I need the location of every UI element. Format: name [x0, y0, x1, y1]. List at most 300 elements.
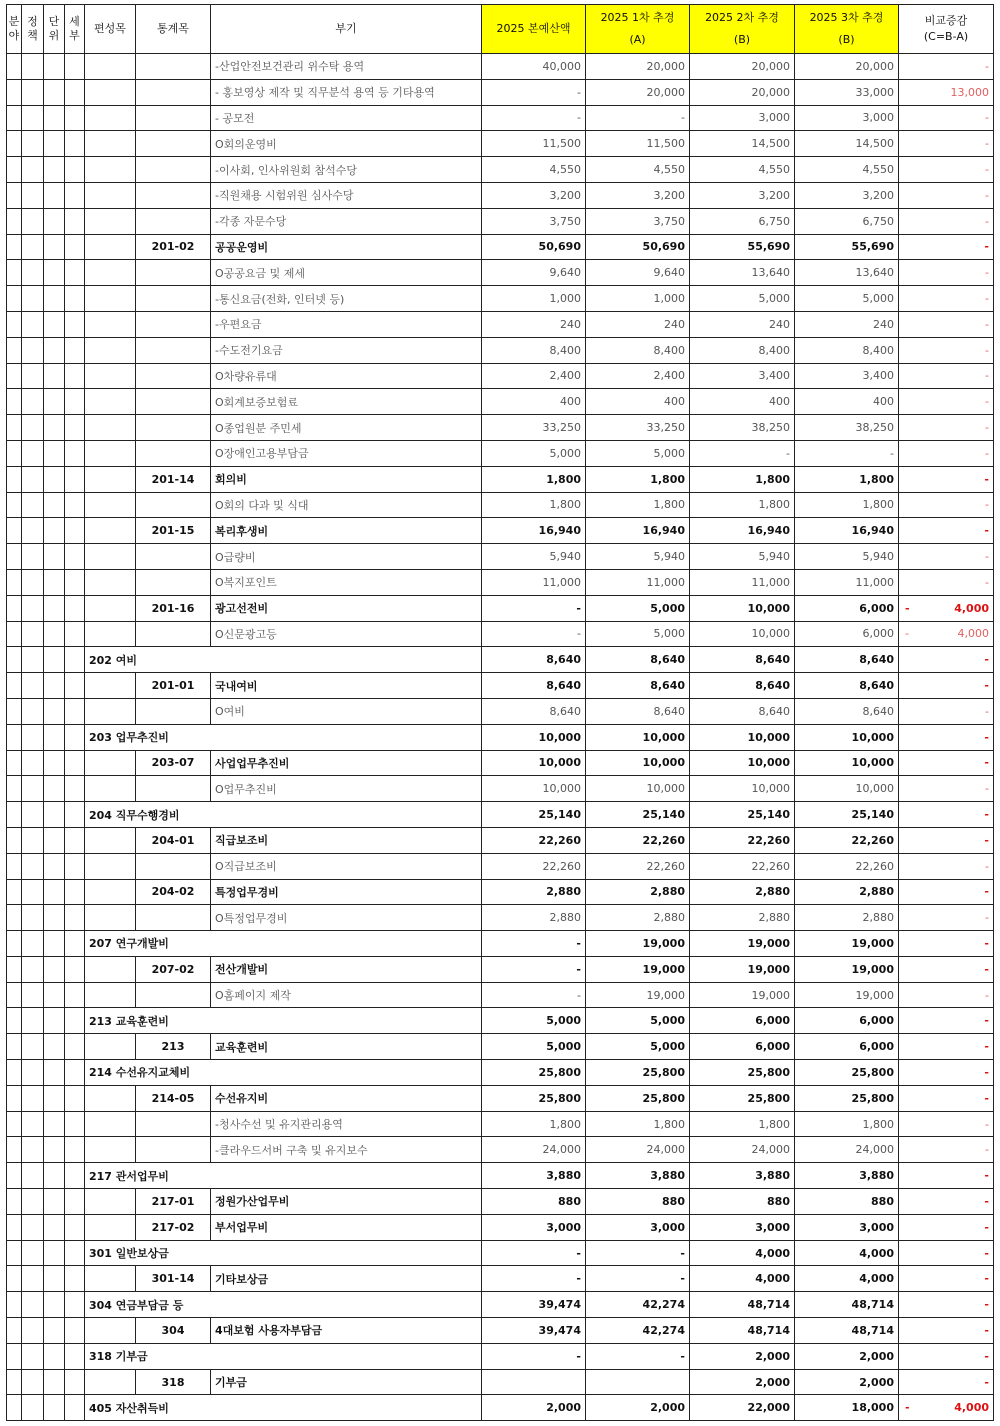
- supp-3-cell: 2,000: [795, 1343, 899, 1369]
- table-row: [7, 518, 994, 544]
- empty-cell: [22, 518, 44, 544]
- empty-cell: [44, 1137, 65, 1163]
- supp-3-cell: 19,000: [795, 931, 899, 957]
- supp-1-cell: 880: [586, 1189, 690, 1215]
- diff-value: -: [984, 756, 989, 770]
- supp-3-cell: 25,800: [795, 1060, 899, 1086]
- empty-cell: [22, 724, 44, 750]
- supp-3-cell: 400: [795, 389, 899, 415]
- empty-cell: [7, 1214, 22, 1240]
- budget-item-cell: 405 자산취득비: [85, 1395, 482, 1421]
- supp-3-cell: 8,640: [795, 698, 899, 724]
- main-budget-cell: 40,000: [482, 54, 586, 80]
- supp-3-cell: 8,640: [795, 647, 899, 673]
- diff-cell: [899, 647, 994, 673]
- empty-cell: [65, 905, 85, 931]
- supp-3-cell: 11,000: [795, 569, 899, 595]
- supp-2-cell: 4,000: [690, 1240, 795, 1266]
- diff-cell: [899, 750, 994, 776]
- supp-1-cell: 2,880: [586, 905, 690, 931]
- stat-item-cell: [136, 853, 211, 879]
- diff-cell: [899, 79, 994, 105]
- empty-cell: [44, 1240, 65, 1266]
- empty-cell: [22, 260, 44, 286]
- empty-cell: [44, 1214, 65, 1240]
- supp-2-cell: 6,750: [690, 208, 795, 234]
- empty-cell: [7, 1189, 22, 1215]
- table-row: [7, 827, 994, 853]
- header-detail: 세부: [65, 5, 85, 54]
- supp-3-cell: 1,800: [795, 492, 899, 518]
- empty-cell: [7, 157, 22, 183]
- empty-cell: [22, 440, 44, 466]
- supp-2-cell: 2,000: [690, 1369, 795, 1395]
- budget-table: [6, 4, 994, 1421]
- empty-cell: [7, 337, 22, 363]
- main-budget-cell: 400: [482, 389, 586, 415]
- supp-3-cell: 25,800: [795, 1085, 899, 1111]
- empty-cell: [7, 1060, 22, 1086]
- supp-2-cell: 5,000: [690, 286, 795, 312]
- diff-cell: [899, 1369, 994, 1395]
- empty-cell: [65, 157, 85, 183]
- supp-3-cell: 20,000: [795, 54, 899, 80]
- main-budget-cell: 10,000: [482, 724, 586, 750]
- table-row: [7, 750, 994, 776]
- empty-cell: [44, 802, 65, 828]
- supp-1-cell: 8,640: [586, 673, 690, 699]
- supp-2-cell: 240: [690, 311, 795, 337]
- supp-2-cell: 19,000: [690, 956, 795, 982]
- main-budget-cell: 11,000: [482, 569, 586, 595]
- diff-value: -: [985, 1143, 989, 1157]
- main-budget-cell: 9,640: [482, 260, 586, 286]
- diff-cell: [899, 698, 994, 724]
- diff-cell: [899, 569, 994, 595]
- table-row: [7, 1318, 994, 1344]
- supp-2-cell: 25,800: [690, 1085, 795, 1111]
- empty-cell: [7, 1008, 22, 1034]
- empty-cell: [44, 1266, 65, 1292]
- note-cell: O장애인고용부담금: [211, 440, 482, 466]
- budget-item-cell: [85, 1214, 136, 1240]
- supp-3-cell: 16,940: [795, 518, 899, 544]
- supp-2-cell: 3,000: [690, 1214, 795, 1240]
- empty-cell: [22, 827, 44, 853]
- empty-cell: [22, 1266, 44, 1292]
- diff-cell: [899, 827, 994, 853]
- main-budget-cell: 5,940: [482, 544, 586, 570]
- empty-cell: [7, 1137, 22, 1163]
- stat-item-cell: [136, 621, 211, 647]
- diff-value: -: [984, 833, 989, 847]
- empty-cell: [65, 802, 85, 828]
- stat-item-cell: 214-05: [136, 1085, 211, 1111]
- diff-cell: [899, 1008, 994, 1034]
- note-cell: O회계보증보험료: [211, 389, 482, 415]
- budget-item-cell: [85, 776, 136, 802]
- diff-value: -: [984, 1375, 989, 1389]
- diff-value: -: [985, 343, 989, 357]
- empty-cell: [44, 724, 65, 750]
- supp-3-cell: 6,750: [795, 208, 899, 234]
- budget-item-cell: [85, 1034, 136, 1060]
- supp-3-cell: 3,000: [795, 1214, 899, 1240]
- supp-3-cell: 2,880: [795, 879, 899, 905]
- empty-cell: [44, 1189, 65, 1215]
- header-stat-item: 통계목: [136, 5, 211, 54]
- budget-item-cell: [85, 621, 136, 647]
- empty-cell: [7, 131, 22, 157]
- note-cell: 특정업무경비: [211, 879, 482, 905]
- empty-cell: [44, 131, 65, 157]
- note-cell: O공공요금 및 제세: [211, 260, 482, 286]
- note-cell: O회의 다과 및 식대: [211, 492, 482, 518]
- table-row: [7, 440, 994, 466]
- diff-value: -: [984, 1220, 989, 1234]
- supp-1-cell: 2,400: [586, 363, 690, 389]
- supp-3-cell: 18,000: [795, 1395, 899, 1421]
- supp-1-cell: 3,750: [586, 208, 690, 234]
- empty-cell: [44, 79, 65, 105]
- diff-cell: [899, 1163, 994, 1189]
- diff-value: -: [985, 988, 989, 1002]
- empty-cell: [65, 311, 85, 337]
- table-row: [7, 544, 994, 570]
- empty-cell: [44, 673, 65, 699]
- empty-cell: [22, 698, 44, 724]
- note-cell: O신문광고등: [211, 621, 482, 647]
- supp-3-cell: 6,000: [795, 1008, 899, 1034]
- budget-item-cell: [85, 905, 136, 931]
- empty-cell: [44, 1163, 65, 1189]
- empty-cell: [65, 1318, 85, 1344]
- supp-2-cell: 19,000: [690, 931, 795, 957]
- empty-cell: [7, 260, 22, 286]
- empty-cell: [22, 54, 44, 80]
- supp-1-cell: -: [586, 105, 690, 131]
- empty-cell: [65, 466, 85, 492]
- empty-cell: [7, 1395, 22, 1421]
- supp-3-cell: 8,400: [795, 337, 899, 363]
- stat-item-cell: [136, 1137, 211, 1163]
- supp-2-cell: 25,800: [690, 1060, 795, 1086]
- empty-cell: [44, 1292, 65, 1318]
- budget-item-cell: [85, 311, 136, 337]
- note-cell: 국내여비: [211, 673, 482, 699]
- empty-cell: [22, 182, 44, 208]
- budget-item-cell: [85, 853, 136, 879]
- budget-item-cell: [85, 337, 136, 363]
- stat-item-cell: [136, 440, 211, 466]
- supp-2-cell: 48,714: [690, 1292, 795, 1318]
- note-cell: 직급보조비: [211, 827, 482, 853]
- budget-item-cell: 207 연구개발비: [85, 931, 482, 957]
- empty-cell: [7, 956, 22, 982]
- diff-value: -: [984, 1040, 989, 1054]
- empty-cell: [7, 544, 22, 570]
- note-cell: -청사수선 및 유지관리용역: [211, 1111, 482, 1137]
- diff-value: 4,000: [957, 627, 989, 641]
- supp-2-cell: 5,940: [690, 544, 795, 570]
- stat-item-cell: 318: [136, 1369, 211, 1395]
- supp-3-cell: 240: [795, 311, 899, 337]
- stat-item-cell: [136, 905, 211, 931]
- note-cell: - 공모전: [211, 105, 482, 131]
- supp-2-cell: 38,250: [690, 415, 795, 441]
- supp-1-cell: 25,800: [586, 1085, 690, 1111]
- table-row: [7, 569, 994, 595]
- empty-cell: [44, 1395, 65, 1421]
- supp-2-cell: 19,000: [690, 982, 795, 1008]
- stat-item-cell: [136, 208, 211, 234]
- diff-value: 4,000: [954, 1401, 989, 1415]
- stat-item-cell: [136, 698, 211, 724]
- empty-cell: [22, 595, 44, 621]
- budget-item-cell: [85, 208, 136, 234]
- empty-cell: [22, 750, 44, 776]
- supp-3-cell: 22,260: [795, 827, 899, 853]
- empty-cell: [22, 208, 44, 234]
- supp-2-cell: 10,000: [690, 724, 795, 750]
- diff-cell: [899, 1240, 994, 1266]
- diff-cell: [899, 518, 994, 544]
- empty-cell: [44, 518, 65, 544]
- supp-1-cell: 16,940: [586, 518, 690, 544]
- main-budget-cell: 3,880: [482, 1163, 586, 1189]
- stat-item-cell: [136, 337, 211, 363]
- header-supp-3-title: 2025 3차 추경: [809, 11, 884, 24]
- main-budget-cell: 240: [482, 311, 586, 337]
- header-field: 분야: [7, 5, 22, 54]
- stat-item-cell: [136, 492, 211, 518]
- empty-cell: [65, 776, 85, 802]
- diff-cell: [899, 931, 994, 957]
- diff-cell: [899, 673, 994, 699]
- diff-value: 4,000: [954, 601, 989, 615]
- diff-cell: [899, 234, 994, 260]
- empty-cell: [65, 853, 85, 879]
- table-row: [7, 105, 994, 131]
- main-budget-cell: 4,550: [482, 157, 586, 183]
- supp-2-cell: 8,640: [690, 698, 795, 724]
- empty-cell: [65, 1395, 85, 1421]
- diff-cell: [899, 1034, 994, 1060]
- diff-value: -: [985, 498, 989, 512]
- empty-cell: [65, 544, 85, 570]
- empty-cell: [7, 518, 22, 544]
- diff-cell: [899, 105, 994, 131]
- stat-item-cell: 207-02: [136, 956, 211, 982]
- empty-cell: [7, 982, 22, 1008]
- empty-cell: [65, 1369, 85, 1395]
- budget-item-cell: [85, 1189, 136, 1215]
- diff-cell: [899, 389, 994, 415]
- empty-cell: [44, 827, 65, 853]
- budget-item-cell: [85, 1318, 136, 1344]
- stat-item-cell: [136, 415, 211, 441]
- main-budget-cell: 10,000: [482, 776, 586, 802]
- diff-value: -: [984, 885, 989, 899]
- diff-cell: [899, 724, 994, 750]
- header-note: 부기: [211, 5, 482, 54]
- main-budget-cell: 50,690: [482, 234, 586, 260]
- main-budget-cell: 8,640: [482, 698, 586, 724]
- diff-value: -: [985, 163, 989, 177]
- main-budget-cell: -: [482, 982, 586, 1008]
- empty-cell: [7, 1266, 22, 1292]
- supp-3-cell: 6,000: [795, 1034, 899, 1060]
- empty-cell: [22, 286, 44, 312]
- header-diff-title: 비교증감: [924, 14, 968, 27]
- empty-cell: [44, 1369, 65, 1395]
- budget-item-cell: 204 직무수행경비: [85, 802, 482, 828]
- empty-cell: [65, 234, 85, 260]
- supp-3-cell: 5,940: [795, 544, 899, 570]
- diff-value: -: [984, 679, 989, 693]
- empty-cell: [7, 79, 22, 105]
- main-budget-cell: -: [482, 1343, 586, 1369]
- budget-item-cell: 217 관서업무비: [85, 1163, 482, 1189]
- empty-cell: [44, 208, 65, 234]
- empty-cell: [65, 1214, 85, 1240]
- empty-cell: [65, 621, 85, 647]
- main-budget-cell: 5,000: [482, 1034, 586, 1060]
- supp-1-cell: 22,260: [586, 827, 690, 853]
- main-budget-cell: 8,400: [482, 337, 586, 363]
- table-row: [7, 1240, 994, 1266]
- note-cell: -수도전기요금: [211, 337, 482, 363]
- table-row: [7, 79, 994, 105]
- stat-item-cell: [136, 157, 211, 183]
- diff-value: -: [984, 730, 989, 744]
- empty-cell: [22, 131, 44, 157]
- main-budget-cell: 33,250: [482, 415, 586, 441]
- supp-3-cell: 4,000: [795, 1266, 899, 1292]
- empty-cell: [7, 647, 22, 673]
- empty-cell: [22, 982, 44, 1008]
- supp-1-cell: 33,250: [586, 415, 690, 441]
- empty-cell: [7, 1085, 22, 1111]
- diff-cell: [899, 337, 994, 363]
- diff-cell: [899, 802, 994, 828]
- empty-cell: [65, 1034, 85, 1060]
- supp-2-cell: 20,000: [690, 79, 795, 105]
- stat-item-cell: 213: [136, 1034, 211, 1060]
- note-cell: 4대보험 사용자부담금: [211, 1318, 482, 1344]
- stat-item-cell: [136, 79, 211, 105]
- supp-1-cell: 20,000: [586, 54, 690, 80]
- empty-cell: [44, 466, 65, 492]
- main-budget-cell: 25,140: [482, 802, 586, 828]
- empty-cell: [22, 466, 44, 492]
- supp-1-cell: 10,000: [586, 776, 690, 802]
- diff-value: -: [984, 962, 989, 976]
- main-budget-cell: 39,474: [482, 1318, 586, 1344]
- supp-3-cell: 55,690: [795, 234, 899, 260]
- diff-value: -: [985, 1117, 989, 1131]
- supp-3-cell: 3,400: [795, 363, 899, 389]
- stat-item-cell: 304: [136, 1318, 211, 1344]
- supp-3-cell: 8,640: [795, 673, 899, 699]
- supp-2-cell: 22,000: [690, 1395, 795, 1421]
- supp-1-cell: 3,200: [586, 182, 690, 208]
- supp-3-cell: 33,000: [795, 79, 899, 105]
- empty-cell: [65, 492, 85, 518]
- empty-cell: [65, 1137, 85, 1163]
- supp-3-cell: 4,000: [795, 1240, 899, 1266]
- diff-cell: [899, 286, 994, 312]
- empty-cell: [65, 982, 85, 1008]
- budget-item-cell: [85, 389, 136, 415]
- supp-2-cell: 13,640: [690, 260, 795, 286]
- diff-cell: [899, 1111, 994, 1137]
- budget-item-cell: [85, 518, 136, 544]
- empty-cell: [22, 1214, 44, 1240]
- supp-3-cell: 6,000: [795, 621, 899, 647]
- note-cell: 회의비: [211, 466, 482, 492]
- table-row: [7, 1034, 994, 1060]
- supp-2-cell: 3,200: [690, 182, 795, 208]
- supp-2-cell: 25,140: [690, 802, 795, 828]
- budget-item-cell: [85, 1369, 136, 1395]
- stat-item-cell: [136, 182, 211, 208]
- budget-item-cell: [85, 750, 136, 776]
- diff-cell: [899, 54, 994, 80]
- diff-value: -: [984, 1065, 989, 1079]
- table-row: [7, 182, 994, 208]
- empty-cell: [44, 1318, 65, 1344]
- table-row: [7, 1189, 994, 1215]
- empty-cell: [65, 595, 85, 621]
- supp-1-cell: 11,500: [586, 131, 690, 157]
- stat-item-cell: [136, 131, 211, 157]
- budget-item-cell: 214 수선유지교체비: [85, 1060, 482, 1086]
- budget-item-cell: [85, 234, 136, 260]
- note-cell: 교육훈련비: [211, 1034, 482, 1060]
- header-supp-1-title: 2025 1차 추경: [600, 11, 675, 24]
- stat-item-cell: 201-15: [136, 518, 211, 544]
- empty-cell: [65, 879, 85, 905]
- diff-value: -: [984, 653, 989, 667]
- empty-cell: [65, 440, 85, 466]
- diff-value: -: [984, 1246, 989, 1260]
- note-cell: 기부금: [211, 1369, 482, 1395]
- empty-cell: [65, 931, 85, 957]
- diff-value: -: [984, 1014, 989, 1028]
- supp-3-cell: 10,000: [795, 776, 899, 802]
- table-row: [7, 905, 994, 931]
- empty-cell: [65, 1163, 85, 1189]
- note-cell: 부서업무비: [211, 1214, 482, 1240]
- empty-cell: [44, 337, 65, 363]
- main-budget-cell: 1,800: [482, 466, 586, 492]
- empty-cell: [44, 1060, 65, 1086]
- supp-1-cell: 1,800: [586, 1111, 690, 1137]
- table-row: [7, 131, 994, 157]
- stat-item-cell: 301-14: [136, 1266, 211, 1292]
- budget-item-cell: [85, 466, 136, 492]
- empty-cell: [22, 1137, 44, 1163]
- table-row: [7, 802, 994, 828]
- diff-value: 13,000: [950, 85, 989, 99]
- supp-2-cell: 22,260: [690, 827, 795, 853]
- supp-3-cell: 1,800: [795, 466, 899, 492]
- table-row: [7, 931, 994, 957]
- main-budget-cell: -: [482, 595, 586, 621]
- supp-3-cell: 5,000: [795, 286, 899, 312]
- main-budget-cell: -: [482, 621, 586, 647]
